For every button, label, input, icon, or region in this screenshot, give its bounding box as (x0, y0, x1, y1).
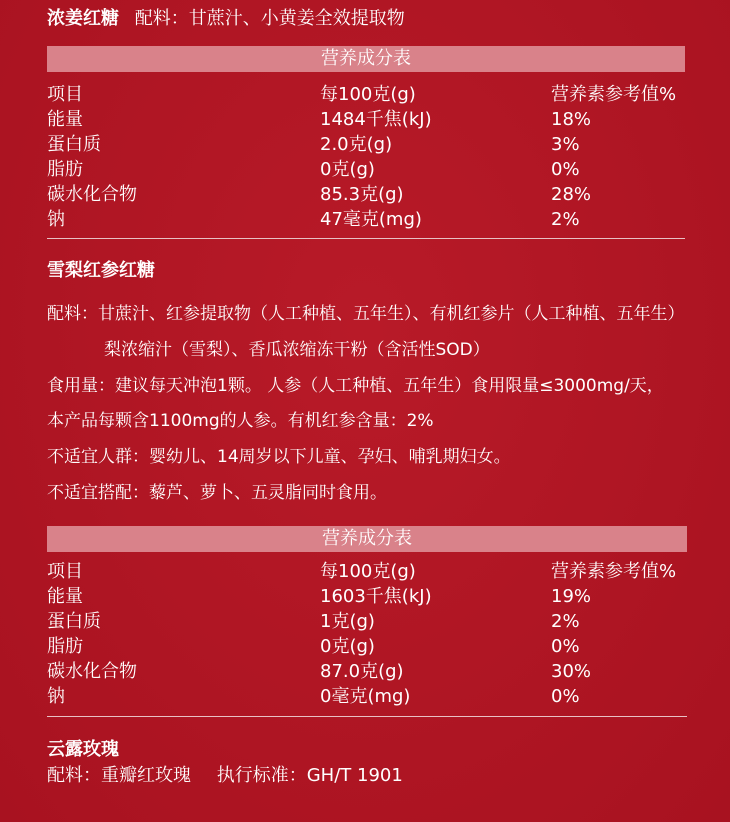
table-cell: 0% (551, 159, 580, 180)
product3-standard: 执行标准：GH/T 1901 (216, 765, 403, 786)
table-header: 营养素参考值% (551, 84, 677, 105)
table-cell: 0克(g) (320, 636, 375, 657)
product2-ingredients-line1: 配料：甘蔗汁、红参提取物（人工种植、五年生）、有机红参片（人工种植、五年生） (47, 304, 685, 324)
table-cell: 1603千焦(kJ) (320, 586, 432, 607)
product3-details (47, 765, 403, 787)
product1-table-title: 营养成分表 (47, 46, 685, 72)
table-cell: 脂肪 (47, 159, 83, 180)
table-header: 每100克(g) (320, 561, 416, 582)
table-cell: 18% (551, 109, 592, 130)
table-cell: 1克(g) (320, 611, 375, 632)
product2-unsuitable: 不适宜人群：婴幼儿、14周岁以下儿童、孕妇、哺乳期妇女。 (47, 447, 511, 467)
table-cell: 2% (551, 209, 580, 230)
table-cell: 19% (551, 586, 592, 607)
product2-table-title: 营养成分表 (47, 526, 687, 552)
table-cell: 脂肪 (47, 636, 83, 657)
table-cell: 30% (551, 661, 592, 682)
table-header: 项目 (47, 84, 83, 105)
table-cell: 钠 (47, 686, 65, 707)
table-cell: 28% (551, 184, 592, 205)
table-cell: 85.3克(g) (320, 184, 404, 205)
table-cell: 能量 (47, 109, 83, 130)
product2-name: 雪梨红参红糖 (47, 260, 155, 281)
table-cell: 0毫克(mg) (320, 686, 411, 707)
table-cell: 2.0克(g) (320, 134, 393, 155)
table-cell: 能量 (47, 586, 83, 607)
table-header: 项目 (47, 561, 83, 582)
product2-avoid: 不适宜搭配：藜芦、萝卜、五灵脂同时食用。 (47, 483, 387, 503)
table-cell: 碳水化合物 (47, 184, 137, 205)
table-cell: 钠 (47, 209, 65, 230)
divider (47, 716, 687, 717)
table-cell: 碳水化合物 (47, 661, 137, 682)
table-cell: 蛋白质 (47, 134, 101, 155)
product1-name: 浓姜红糖 (47, 8, 119, 29)
product3-name: 云露玫瑰 (47, 739, 119, 760)
table-header: 营养素参考值% (551, 561, 677, 582)
table-cell: 47毫克(mg) (320, 209, 422, 230)
product1-ingredients: 配料：甘蔗汁、小黄姜全效提取物 (134, 8, 405, 29)
product2-content: 本产品每颗含1100mg的人参。有机红参含量：2% (47, 411, 434, 431)
table-cell: 0克(g) (320, 159, 375, 180)
table-header: 每100克(g) (320, 84, 416, 105)
product1-header (47, 8, 405, 30)
table-cell: 0% (551, 636, 580, 657)
table-cell: 3% (551, 134, 580, 155)
table-cell: 2% (551, 611, 580, 632)
product2-usage: 食用量：建议每天冲泡1颗。 人参（人工种植、五年生）食用限量≤3000mg/天， (47, 376, 664, 396)
table-cell: 1484千焦(kJ) (320, 109, 432, 130)
table-cell: 0% (551, 686, 580, 707)
table-cell: 蛋白质 (47, 611, 101, 632)
product3-ingredients: 配料：重瓣红玫瑰 (47, 765, 191, 786)
divider (47, 238, 685, 239)
table-cell: 87.0克(g) (320, 661, 404, 682)
product2-ingredients-line2: 梨浓缩汁（雪梨）、香瓜浓缩冻干粉（含活性SOD） (104, 340, 490, 360)
